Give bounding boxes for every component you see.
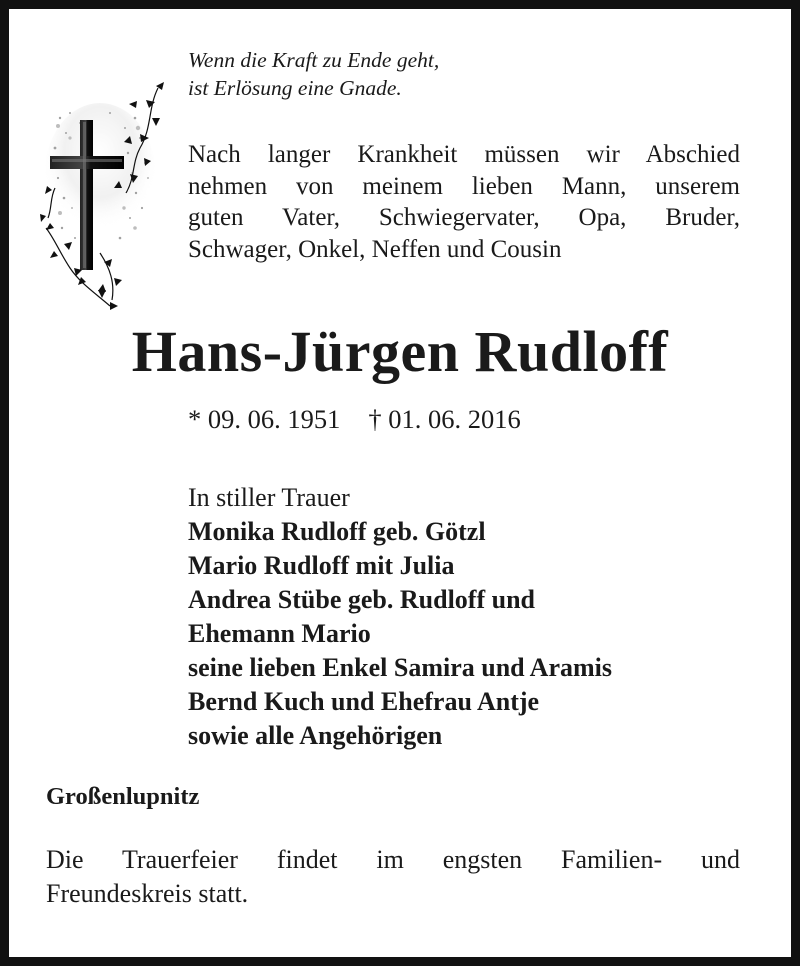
deceased-name: Hans-Jürgen Rudloff <box>131 319 669 384</box>
mourner-name: seine lieben Enkel Samira und Aramis <box>188 653 612 682</box>
mourner-name: Mario Rudloff mit Julia <box>188 551 455 580</box>
mourner-name: sowie alle Angehörigen <box>188 721 443 750</box>
motto-line-2: ist Erlösung eine Gnade. <box>188 76 402 100</box>
mourner-name: Andrea Stübe geb. Rudloff und <box>188 585 536 614</box>
mourners-lead: In stiller Trauer <box>188 483 350 512</box>
death-date: † 01. 06. 2016 <box>368 404 521 434</box>
stone-texture <box>45 103 155 248</box>
motto-quote <box>188 46 439 102</box>
intro-line-1: Nach langer Krankheit müssen wir Abschied <box>188 141 740 168</box>
birth-date: * 09. 06. 1951 <box>188 404 341 434</box>
mourners-list <box>188 481 612 753</box>
mourner-name: Ehemann Mario <box>188 619 371 648</box>
funeral-notice <box>46 843 740 911</box>
intro-text <box>188 139 740 265</box>
intro-line-2: nehmen von meinem lieben Mann, unserem <box>188 172 740 200</box>
intro-line-3: guten Vater, Schwiegervater, Opa, Bruder, <box>188 204 740 231</box>
cross-with-ivy-icon <box>40 78 170 314</box>
place-name: Großenlupnitz <box>46 783 200 810</box>
intro-line-4: Schwager, Onkel, Neffen und Cousin <box>188 235 562 263</box>
life-dates <box>188 402 521 436</box>
motto-line-1: Wenn die Kraft zu Ende geht, <box>188 48 440 72</box>
notice-line-2: Freundeskreis statt. <box>46 879 249 908</box>
notice-line-1: Die Trauerfeier findet im engsten Familien- und <box>46 845 740 874</box>
mourner-name: Bernd Kuch und Ehefrau Antje <box>188 687 540 716</box>
mourner-name: Monika Rudloff geb. Götzl <box>188 517 486 546</box>
